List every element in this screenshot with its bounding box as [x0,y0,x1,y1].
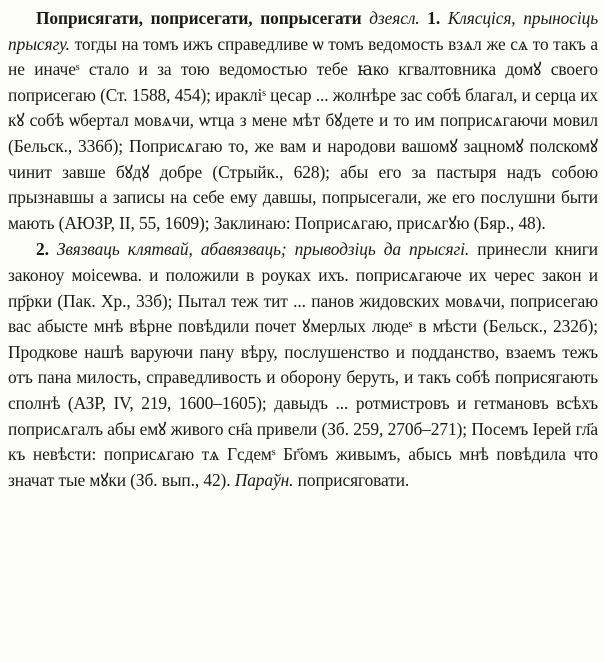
entry-sense-1 [8,6,598,236]
headword: Поприсягати, поприсегати, попрысегати [36,8,362,28]
compare-word: поприсяговати. [297,469,410,490]
sense-citations: тогды на томъ ижъ справедливе ѡ томъ ведомость взѧл же сѧ то такъ а не иначеˢ стало и за тою ведомостью тебе ꙗко кгвалтовника домꙋ своего поприсегаю (Ст. 1588, 454); иракліˢ цесар ... жолнѣре зас собѣ благал, и серца их кꙋ собѣ ѡбертал мовѧчи, ѡтца з мене мѣт бꙋдете и то им поприсѧгаючи мовил (Бельск., 336б); Поприсѧгаю то, же вам и народови вашомꙋ зацномꙋ полскомꙋ чинит завше бꙋдꙋ добре (Стрыйк., 628); абы его за пастыря надъ собою прызнавшы а записы на себе ему давшы, попрысегали, же его послушни быти мають (АЮЗР, II, 55, 1609); Заклинаю: Поприсѧгаю, присѧгꙋю (Бяр., 48). [8,33,598,233]
sense-gloss: Звязваць клятвай, абавязваць; прыводзіць да прысягі. [56,239,470,260]
sense-citations: принесли книги законоу моiсеѡва. и положили в роуках ихъ. поприсѧгаюче их черес закон и пр҃рки (Пак. Хр., 33б); Пытал теж тит ... панов жидовских мовѧчи, поприсегаю вас абысте мнѣ вѣрне повѣдили почет ꙋмерлых людеˢ в мѣсти (Бельск., 232б); Продкове нашѣ варуючи пану вѣру, послушенство и подданство, взаемъ тежъ отъ пана милость, справедливость и оборону беруть, и такъ собѣ поприсягають сполнѣ (АЗР, IV, 219, 1600–1605); давыдъ ... ротмистровъ и гетмановъ всѣхъ поприсѧгалъ абы емꙋ живого сн҃а привели (Зб. 259, 270б–271); Посемъ Іерей гл҃а къ невѣсти: поприсѧгаю тѧ Гсдемˢ Бг҃омъ живымъ, абысь мнѣ повѣдила что значат тые мꙋки (Зб. вып., 42). [8,239,598,490]
part-of-speech: дзеясл. [369,8,420,28]
compare-label: Параўн. [234,469,294,490]
sense-number: 2. [36,239,49,260]
sense-gloss: Клясціся, прыносіць прысягу. [8,8,599,54]
sense-number: 1. [427,8,441,28]
entry-sense-2 [8,237,598,493]
